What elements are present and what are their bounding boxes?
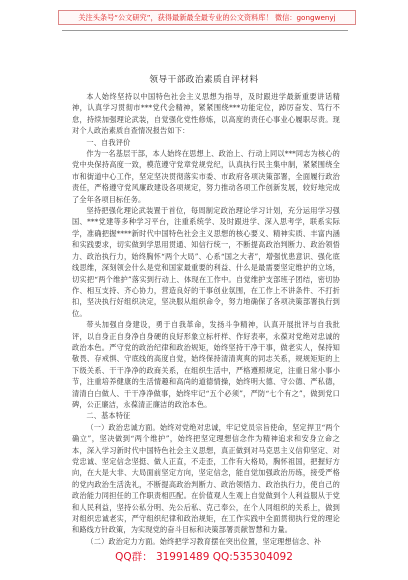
body-paragraph: 作为一名基层干部，本人始终在思想上、政治上、行动上同以***同志为核心的党中央保持高度一致，模范遵守党章党规党纪，认真执行民主集中制，紧紧围绕全市和街道中心工作，坚定坚决贯彻落实市委、市政府各项决策部署，全面履行政治责任，严格遵守党风廉政建设各项规定，努力推动各项工作创新发展，较好地完成了全年各项目标任务。: [72, 149, 340, 204]
section-heading-basic-features: 二、基本特征: [86, 411, 131, 421]
section-heading-self-evaluation: 一、自我评价: [86, 137, 131, 147]
intro-paragraph: 本人始终坚持以中国特色社会主义思想为指导，及时跟进学最新重要讲话精神，认真学习贯彻市***党代会精神，紧紧围绕***功能定位，踔厉奋发、笃行不怠，持续加强理论武装，自觉强化党性修炼，以高度的责任心事业心履职尽责。现对个人政治素质自查情况报告如下：: [72, 92, 340, 136]
body-paragraph: 带头加强自身建设，勇于自我革命，发扬斗争精神，认真开展批评与自我批评，以自身正自身净自身硬的良好形象立标杆样、作好表率，永葆对党绝对忠诚的政治本色。严守党的政治纪律和政治规矩，始终坚持干净干事，做老实人，保持知敬畏、存戒惧、守底线的高度自觉，始终保持清清爽爽的同志关系，规规矩矩的上下级关系、干干净净的政商关系，在组织生活中，严格遵照规定，注重日常小事小节，注重培养健康的生活情趣和高尚的道德情操，始终明大德、守公德、严私德，清清白白做人、干干净净做事，始终牢记“五个必须”，严防“七个有之”，做到党口碑，公正廉洁，永葆清正廉洁的政治本色。: [72, 320, 340, 409]
header-divider: [62, 30, 348, 31]
body-paragraph: （二）政治定力方面。始终把学习教育摆在突出位置，坚定理想信念、补: [86, 536, 322, 546]
footer-contact: QQ群： 31991489 QQ:535304092: [115, 551, 293, 563]
header-banner[interactable]: 关注头条号“公文研究”，获得最新最全最专业的公文资料库！ 微信：gongwenyj: [58, 10, 356, 25]
body-paragraph: 坚持把强化理论武装置于首位，每周制定政治理论学习计划，充分运用学习强国、***党建等多种学习平台，注重系统学、及时跟进学、深入思考学，联系实际学，准确把握****新时代中国特色社会主义思想的核心要义、精神实质、丰富内涵和实践要求，切实做到学思用贯通、知信行统一，不断提高政治判断力、政治领悟力、政治执行力，始终胸怀“两个大局”、心系“国之大者”，增强忧患意识、强化底线思维，深刻领会什么是党和国家最重要的利益、什么是最需要坚定维护的立场，切实把“两个维护”落实到行动上、体现在工作中。自觉维护支部班子团结，密切协作、相互支持、齐心协力，营造良好的干事创业氛围，在工作上不讲条件、不打折扣，坚决执行好组织决定，坚决服从组织命令，努力地确保了各项决策部署执行到位。: [72, 206, 340, 318]
body-paragraph: （一）政治忠诚方面。始终对党绝对忠诚，牢记党员宗旨使命，坚定捍卫“两个确立”，坚决做到“两个维护”，始终把坚定理想信念作为精神追求和安身立命之本，深入学习新时代中国特色社会主义思想，真正做到对马克思主义信仰坚定、对党忠诚、坚定信念坚挺、做人正直，不走歪，工作有大格局，胸怀祖国，把握好方向，在大是大非、大局面前坚定方向，坚定信念，能自觉加强政治历练，接受严格的党内政治生活洗礼，不断提高政治判断力、政治领悟力、政治执行力，使自己的政治能力同担任的工作职责相匹配。在价值观人生观上自觉做到个人利益服从于党和人民利益，坚持公私分明、先公后私、克己奉公，在个人同组织的关系上，做到对组织忠诚老实，严守组织纪律和政治规矩，在工作实践中全面贯彻执行党的理论和路线方针政策，为实现党的奋斗目标和决策部署贡献智慧和力量。: [72, 422, 340, 535]
document-title: 领导干部政治素质自评材料: [149, 75, 259, 85]
document-body: [72, 91, 340, 547]
